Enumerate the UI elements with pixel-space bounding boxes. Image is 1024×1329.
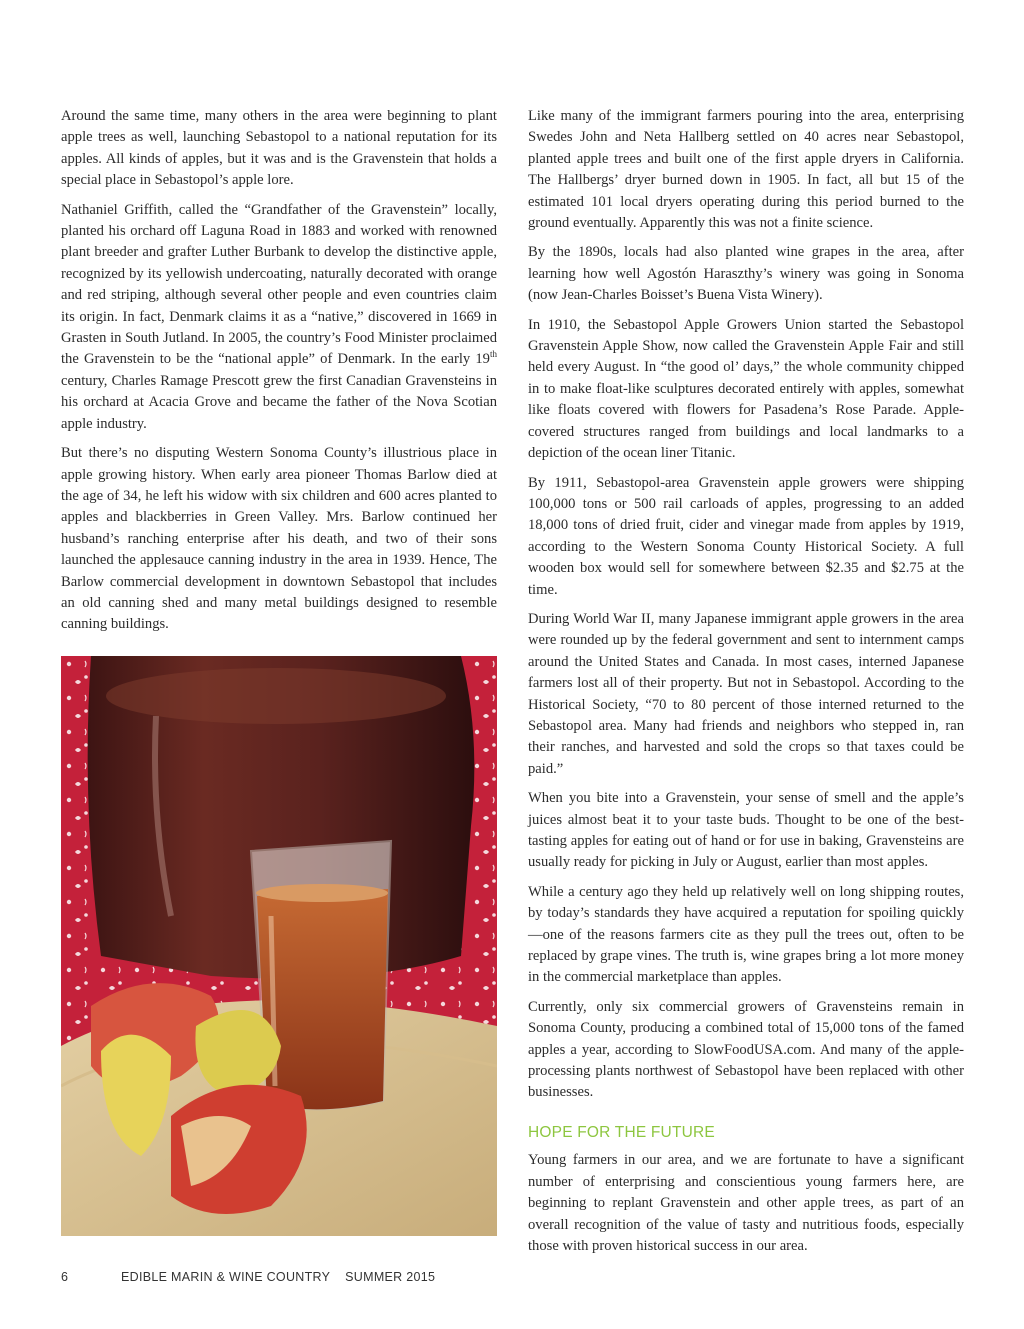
body-paragraph: But there’s no disputing Western Sonoma County’s illustrious place in apple growing history. When early area pioneer Thomas Barlow died at the age of 34, he left his widow with six children and 600 acres planted to apples and blackberries in Green Valley. Mrs. Barlow continued her husband’s ranching enterprise after his death, and two of their sons launched the applesauce canning industry in the area in 1939. Hence, The Barlow commercial development in downtown Sebastopol that includes an old canning shed and many metal buildings designed to resemble canning buildings. (61, 445, 497, 633)
body-paragraph: Like many of the immigrant farmers pouring into the area, enterprising Swedes John and Neta Hallberg settled on 40 acres near Sebastopol, planted apple trees and built one of the first apple dryers in California. The Hallbergs’ dryer burned down in 1905. In fact, all but 15 of the estimated 101 local dryers operating during this period burned to the ground eventually. Apparently this was not a finite science. (528, 108, 964, 232)
left-column (61, 106, 497, 636)
body-paragraph: While a century ago they held up relatively well on long shipping routes, by today’s standards they have acquired a reputation for spoiling quickly—one of the reasons farmers cite as they pull the trees out, often to be replaced by grape vines. The truth is, wine grapes bring a lot more money in the commercial marketplace than apples. (528, 883, 964, 986)
body-paragraph: When you bite into a Gravenstein, your sense of smell and the apple’s juices almost beat it to your taste buds. Thought to be one of the best-tasting apples for eating out of hand or for use in baking, Gravensteins are usually ready for picking in July or August, earlier than most apples. (528, 790, 964, 871)
section-heading: HOPE FOR THE FUTURE (528, 1123, 715, 1141)
paragraph-text: Nathaniel Griffith, called the “Grandfather of the Gravenstein” locally, planted his orchard off Laguna Road in 1883 and worked with renowned plant breeder and grafter Luther Burbank to develop the distinctive apple, recognized by its yellowish undercoating, naturally decorated with orange and red striping, although several other people and even countries claim its origin. In fact, Denmark claims it as a “native,” discovered in 1669 in Grasten in South Jutland. In 2005, the country’s Food Minister proclaimed the Gravenstein to be the “national apple” of Denmark. In the early 19 (61, 201, 497, 368)
page-number: 6 (61, 1270, 69, 1284)
body-paragraph: By 1911, Sebastopol-area Gravenstein apple growers were shipping 100,000 tons or 500 rail carloads of apples, progressing to an added 18,000 tons of dried fruit, cider and vinegar made from apples by 1919, according to the Western Sonoma County Historical Society. A full wooden box would sell for somewhere between $2.35 and $2.75 at the time. (528, 474, 964, 598)
body-paragraph: Young farmers in our area, and we are fortunate to have a significant number of enterprising and conscientious young farmers here, are beginning to replant Gravenstein and other apple trees, as part of an overall recognition of the value of tasty and nutritious foods, especially those with proven historical success in our area. (528, 1152, 964, 1254)
body-paragraph: Around the same time, many others in the area were beginning to plant apple trees as well, launching Sebastopol to a national reputation for its apples. All kinds of apples, but it was and is the Gravenstein that holds a special place in Sebastopol’s apple lore. (61, 108, 497, 189)
cider-photo (61, 656, 497, 1236)
paragraph-text: century, Charles Ramage Prescott grew the first Canadian Gravensteins in his orchard at Acacia Grove and became the father of the Nova Scotian apple industry. (61, 372, 497, 432)
body-paragraph (61, 200, 497, 435)
publication-name: EDIBLE MARIN & WINE COUNTRY SUMMER 2015 (121, 1270, 436, 1284)
body-paragraph: Currently, only six commercial growers of Gravensteins remain in Sonoma County, producing a combined total of 15,000 tons of the famed apples a year, according to SlowFoodUSA.com. And many of the apple-processing plants northwest of Sebastopol have been replaced with other businesses. (528, 998, 964, 1101)
body-paragraph: By the 1890s, locals had also planted wine grapes in the area, after learning how well Agostón Haraszthy’s winery was going in Sonoma (now Jean-Charles Boisset’s Buena Vista Winery). (528, 244, 964, 304)
right-column (528, 106, 964, 1257)
superscript: th (489, 349, 497, 360)
body-paragraph: In 1910, the Sebastopol Apple Growers Union started the Sebastopol Gravenstein Apple Show, now called the Gravenstein Apple Fair and still held every August. In “the good ol’ days,” the whole community chipped in to make float-like sculptures decorated entirely with apples, somewhat like floats covered with flowers for Pasadena’s Rose Parade. Apple-covered structures ranged from buildings and local landmarks to a depiction of the ocean liner Titanic. (528, 316, 964, 462)
body-paragraph: During World War II, many Japanese immigrant apple growers in the area were rounded up by the federal government and sent to internment camps around the United States and Canada. In most cases, interned Japanese farmers lost all of their property. But not in Sebastopol. According to the Historical Society, “70 to 80 percent of those interned returned to the Sebastopol area. Many had friends and neighbors who stepped in, ran their ranches, and harvested and sold the crops so that taxes could be paid.” (528, 610, 964, 777)
